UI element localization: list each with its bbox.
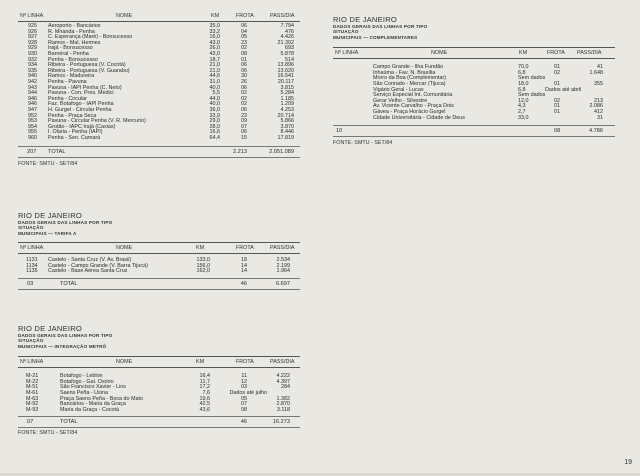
cell-km: 33,2: [209, 28, 220, 35]
cell-frota: 06: [241, 106, 247, 113]
total-count: 07: [27, 419, 34, 426]
cell-km: 44,6: [209, 73, 220, 80]
cell-pass: 514: [285, 56, 294, 63]
section-situacao: SITUAÇÃO: [333, 29, 359, 35]
cell-pass: 5.866: [280, 118, 294, 125]
cell-frota: 06: [241, 67, 247, 74]
col-linha: Nº LINHA: [335, 50, 359, 57]
cell-linha: M-61: [26, 390, 39, 396]
total-pass: 2.051.089: [269, 149, 294, 156]
cell-km: 2,7: [518, 108, 526, 115]
cell-km: 162,0: [196, 268, 210, 275]
total-count: 207: [27, 149, 37, 156]
total-count: 10: [336, 128, 343, 135]
cell-nome: Cidade Universitária - Cidade de Deus: [373, 114, 465, 121]
cell-pass: 4.253: [280, 106, 294, 113]
cell-nome: Ribeira - Portuguesa (V. Guarabu): [48, 67, 130, 74]
lines-table-top: [18, 12, 300, 167]
cell-km: 11,7: [199, 378, 210, 385]
table-row: [18, 269, 300, 275]
cell-km: 5,5: [212, 90, 220, 97]
cell-frota: 02: [241, 101, 247, 108]
cell-frota: 14: [241, 268, 247, 275]
cell-linha: 953: [28, 118, 37, 125]
cell-linha: 932: [28, 56, 37, 63]
cell-km: 16,0: [209, 34, 220, 41]
table-total: [18, 417, 300, 427]
cell-pass: 5.284: [280, 90, 294, 97]
cell-pass: 8.446: [280, 129, 294, 136]
col-nome: NOME: [431, 50, 448, 57]
table-total: [333, 126, 615, 136]
cell-pass: 3.815: [280, 84, 294, 91]
section-title: RIO DE JANEIRO: [18, 324, 82, 333]
cell-pass: 4.397: [276, 378, 290, 385]
cell-km: 12,0: [518, 97, 529, 104]
total-bottom-rule: [18, 427, 300, 428]
cell-frota: 01: [554, 64, 560, 71]
col-km: KM: [519, 50, 528, 57]
cell-frota: 02: [554, 97, 560, 104]
cell-linha: 929: [28, 45, 37, 52]
cell-linha: 1135: [26, 268, 38, 275]
cell-frota: 06: [241, 84, 247, 91]
cell-linha: 946: [28, 101, 37, 108]
cell-linha: 944: [28, 90, 37, 97]
cell-km: 43,0: [209, 39, 220, 46]
total-count: 03: [27, 281, 34, 287]
cell-pass: 1.964: [276, 268, 290, 275]
col-pass: PASS/DIA: [270, 359, 295, 366]
cell-km: 43,6: [199, 406, 210, 413]
total-pass: 6.697: [276, 281, 290, 287]
cell-linha: 930: [28, 50, 37, 57]
cell-nome: São Francisco Xavier - Lins: [60, 384, 126, 391]
cell-km: 16,6: [209, 129, 220, 136]
cell-km: 16,4: [199, 373, 210, 380]
cell-frota: 06: [241, 129, 247, 136]
total-frota: 46: [240, 281, 247, 287]
source-note: FONTE: SMTU - SET/84: [18, 161, 78, 168]
cell-km: 7,6: [202, 390, 210, 396]
cell-frota: 07: [241, 401, 247, 408]
cell-km: 17,2: [199, 384, 210, 391]
cell-km: 36,0: [209, 106, 220, 113]
cell-nome: Serviço Especial Int. Comunitária: [373, 92, 453, 99]
complementares-section: [333, 15, 615, 146]
cell-km: 64,4: [209, 134, 220, 141]
cell-km: 18,7: [209, 56, 220, 63]
col-km: KM: [196, 359, 205, 366]
section-subtitle: DADOS GERAIS DAS LINHAS POR TIPO: [18, 220, 113, 225]
cell-frota: 02: [554, 69, 560, 76]
table-body: [333, 59, 615, 121]
cell-nome: Saens Peña - Usina: [60, 390, 108, 396]
cell-frota: 26: [241, 78, 247, 85]
total-bottom-rule: [333, 136, 615, 137]
table-total: [18, 279, 300, 289]
cell-nome: Grotão - IAPC Irajá (Caxias): [48, 123, 116, 130]
cell-frota: 08: [241, 406, 247, 413]
cell-pass: 3.870: [280, 123, 294, 130]
cell-pass: 213: [594, 97, 603, 104]
col-linha: Nº LINHA: [20, 245, 44, 252]
cell-nome: Pavuna - Circular Penha (V. R. Mercurio): [48, 118, 146, 125]
cell-km-note: Sem dados: [518, 92, 546, 99]
cell-km: 44,0: [209, 95, 220, 102]
cell-pass: 13.896: [277, 62, 294, 69]
cell-km: 31,0: [209, 78, 220, 85]
cell-linha: 940: [28, 73, 37, 80]
cell-nome: Maria da Graça - Cocotá: [60, 406, 120, 413]
cell-frota-note: Dados até julho: [229, 390, 267, 396]
cell-pass: 41: [597, 64, 603, 71]
cell-frota: 30: [241, 73, 247, 80]
cell-pass: 16.541: [277, 73, 294, 80]
col-linha: Nº LINHA: [20, 13, 44, 19]
cell-frota: 01: [241, 56, 247, 63]
cell-km: 29,0: [209, 118, 220, 125]
cell-nome: Penha - Sen. Camará: [48, 134, 101, 141]
col-linha: Nº LINHA: [20, 359, 44, 366]
total-frota: 46: [240, 419, 247, 426]
cell-linha: 952: [28, 112, 37, 119]
cell-nome: Av. Vicente Carvalho - Praça Dois: [373, 103, 454, 110]
cell-linha: 926: [28, 28, 37, 35]
cell-linha: 1131: [26, 257, 38, 264]
table-body: [18, 22, 300, 141]
cell-nome: Gerar Velho - Silvestre: [373, 97, 428, 104]
cell-linha: M-92: [26, 401, 39, 408]
cell-linha: M-21: [26, 373, 39, 380]
cell-km: 70,0: [518, 64, 529, 71]
cell-frota: 02: [241, 45, 247, 52]
cell-frota: 01: [554, 108, 560, 115]
cell-frota: 01: [554, 81, 560, 87]
col-pass: PASS/DIA: [577, 50, 602, 57]
cell-frota: 18: [241, 257, 247, 264]
cell-nome: Castelo - Base Aérea Santa Cruz: [48, 268, 128, 275]
source-note: FONTE: SMTU - SET/84: [333, 140, 393, 147]
cell-linha: 927: [28, 34, 37, 41]
cell-frota: 23: [241, 112, 247, 119]
cell-nome: Botafogo - Leblon: [60, 373, 103, 380]
cell-nome: Bancários - Maria da Graça: [60, 401, 126, 408]
cell-linha: 955: [28, 129, 37, 136]
cell-pass: 284: [281, 384, 290, 391]
table-row: [18, 408, 300, 414]
cell-km: 33,9: [209, 112, 220, 119]
cell-frota: 08: [241, 50, 247, 57]
cell-frota: 06: [241, 62, 247, 69]
cell-nome: Aeroporto - Bancários: [48, 23, 101, 29]
cell-nome: Praça Saens Peña - Boca do Mato: [60, 395, 144, 402]
cell-pass: 1.648: [589, 69, 603, 76]
cell-pass: 2.199: [276, 262, 290, 269]
cell-km: 133,0: [196, 257, 210, 264]
cell-pass: 355: [594, 81, 603, 87]
section-type: MUNICIPAIS — COMPLEMENTARES: [333, 34, 418, 40]
cell-pass: 5.878: [280, 50, 294, 57]
cell-frota: 05: [241, 34, 247, 41]
cell-nome: Morro da Boa (Complementar): [373, 75, 447, 82]
cell-linha: 947: [28, 106, 37, 113]
cell-km: 6,8: [518, 69, 526, 76]
cell-km: 35,0: [209, 23, 220, 29]
cell-nome: Penha - Pavuna: [48, 78, 87, 85]
col-frota: FROTA: [547, 50, 565, 57]
col-frota: FROTA: [236, 13, 254, 19]
total-frota: 08: [554, 128, 561, 135]
total-label: TOTAL: [48, 149, 66, 156]
cell-km: 4,3: [518, 103, 526, 110]
col-nome: NOME: [116, 359, 133, 366]
cell-frota: 07: [241, 123, 247, 130]
cell-pass: 31: [597, 114, 603, 121]
cell-nome: C. Esperança (Maré) - Bonsucesso: [48, 34, 133, 41]
cell-km: 21,0: [209, 62, 220, 69]
cell-frota: 12: [241, 378, 247, 385]
cell-pass: 1.382: [276, 395, 290, 402]
col-nome: NOME: [116, 245, 133, 252]
cell-pass: 1.209: [280, 101, 294, 108]
cell-km: 19,6: [199, 395, 210, 402]
cell-nome: Inhaúma - Fav. N. Brasília: [373, 69, 436, 76]
cell-pass: 2.086: [589, 103, 603, 110]
cell-pass: 3.118: [276, 406, 290, 413]
table-body: [18, 368, 300, 413]
table-header: [333, 48, 615, 58]
cell-linha: 934: [28, 62, 37, 69]
tarifa-a-section: [18, 211, 300, 290]
col-pass: PASS/DIA: [270, 13, 295, 19]
cell-linha: M-63: [26, 395, 39, 402]
total-pass: 4.786: [589, 128, 603, 135]
cell-km: 6,8: [518, 86, 526, 93]
cell-linha: 928: [28, 39, 37, 46]
cell-nome: Gávea - Praça Horácio Gurgel: [373, 108, 446, 115]
cell-linha: 1134: [26, 262, 38, 269]
cell-nome: Vigário Geral - Lucas: [373, 86, 424, 93]
table-body: [18, 254, 300, 275]
section-type: MUNICIPAIS — INTEGRAÇÃO METRÔ: [18, 343, 107, 349]
total-pass: 16.273: [272, 419, 290, 426]
cell-pass: 17.819: [277, 134, 294, 141]
cell-frota: 14: [241, 262, 247, 269]
cell-linha: 925: [28, 23, 37, 29]
cell-pass: 4.426: [280, 34, 294, 41]
cell-nome: Castelo - Campo Grande (V. Barra Tijucá): [48, 262, 148, 269]
total-label: TOTAL: [60, 419, 78, 426]
cell-frota: 05: [241, 395, 247, 402]
cell-linha: 935: [28, 67, 37, 74]
cell-pass: 13.620: [277, 67, 294, 74]
cell-nome: Botafogo - Gal. Osório: [60, 378, 114, 385]
cell-pass: 7.794: [280, 23, 294, 29]
section-subtitle: DADOS GERAIS DAS LINHAS POR TIPO: [333, 24, 428, 29]
col-frota: FROTA: [236, 245, 254, 252]
cell-nome: H. Gurgel - Circular Penha: [48, 106, 112, 113]
cell-pass: 21.302: [277, 39, 294, 46]
cell-nome: Castelo - Santa Cruz (V. Av. Brasil): [48, 257, 132, 264]
table-header: [18, 357, 300, 367]
col-frota: FROTA: [236, 359, 254, 366]
table-row: [18, 136, 300, 142]
cell-frota: 23: [241, 39, 247, 46]
cell-linha: 942: [28, 78, 37, 85]
cell-pass: 476: [285, 28, 294, 35]
cell-nome: I. Olaria - Penha (IAPI): [48, 129, 103, 136]
col-nome: NOME: [116, 13, 133, 19]
cell-frota: 03: [241, 384, 247, 391]
cell-km: 33,0: [518, 114, 529, 121]
cell-frota: 09: [241, 118, 247, 125]
cell-pass: 2.870: [276, 401, 290, 408]
cell-nome: Penha - Circular: [48, 95, 87, 102]
section-situacao: SITUAÇÃO: [18, 338, 44, 344]
cell-linha: M-22: [26, 378, 39, 385]
cell-nome: Ribeira - Portuguesa (V. Cocotá): [48, 62, 126, 69]
cell-km: 26,0: [209, 45, 220, 52]
cell-nome: Penha - Bonsucesso: [48, 56, 98, 63]
cell-frota: 02: [241, 95, 247, 102]
cell-km: 156,0: [196, 262, 210, 269]
col-pass: PASS/DIA: [270, 245, 295, 252]
cell-frota: 02: [241, 90, 247, 97]
cell-linha: M-93: [26, 406, 39, 413]
section-subtitle: DADOS GERAIS DAS LINHAS POR TIPO: [18, 333, 113, 338]
integracao-metro-section: [18, 324, 300, 436]
total-frota: 2.213: [233, 149, 247, 156]
cell-nome: Irajá - Bonsucesso: [48, 45, 93, 52]
cell-nome: Barreiral - Penha: [48, 50, 89, 57]
source-note: FONTE: SMTU - SET/84: [18, 430, 78, 437]
section-situacao: SITUAÇÃO: [18, 225, 44, 231]
cell-pass: 20.117: [277, 78, 294, 85]
section-title: RIO DE JANEIRO: [333, 15, 397, 24]
col-km: KM: [196, 245, 205, 252]
cell-nome: Pavuna - IAPI Penha (C. Neto): [48, 84, 122, 91]
cell-pass: 20.714: [277, 112, 294, 119]
cell-nome: Ramos - Madureira: [48, 73, 95, 80]
table-header: [18, 12, 300, 21]
table-header: [18, 243, 300, 253]
cell-linha: 960: [28, 134, 37, 141]
cell-km: 42,5: [199, 401, 210, 408]
cell-linha: 943: [28, 84, 37, 91]
total-label: TOTAL: [60, 281, 78, 287]
page-number: 19: [624, 459, 632, 466]
table-row: [333, 116, 615, 122]
total-bottom-rule: [18, 157, 300, 158]
cell-frota: 11: [241, 373, 247, 380]
cell-nome: Ramos - Mal. Hermes: [48, 39, 101, 46]
cell-pass: 1.185: [280, 95, 294, 102]
cell-linha: 954: [28, 123, 37, 130]
section-type: MUNICIPAIS — TARIFA A: [18, 230, 77, 236]
cell-frota: 04: [241, 28, 247, 35]
cell-km: 21,0: [209, 67, 220, 74]
total-bottom-rule: [18, 289, 300, 290]
cell-nome: Penha - Praça Seca: [48, 112, 97, 119]
cell-frota: 06: [241, 23, 247, 29]
cell-frota-note: Dados até abril: [545, 86, 582, 93]
cell-nome: Campo Grande - Ilha Fundão: [373, 64, 444, 71]
cell-frota: 15: [241, 134, 247, 141]
table-total: [18, 147, 300, 157]
cell-nome: Faz. Botafogo - IAPI Penha: [48, 101, 114, 108]
cell-pass: 693: [285, 45, 294, 52]
cell-pass: 4.222: [276, 373, 290, 380]
cell-km: 40,0: [209, 84, 220, 91]
cell-km: 43,0: [209, 50, 220, 57]
cell-frota: 01: [554, 103, 560, 110]
cell-pass: 2.534: [276, 257, 290, 264]
cell-km: 40,0: [209, 101, 220, 108]
cell-nome: Pavuna - Con. Pres. Medici: [48, 90, 114, 97]
cell-km: 18,0: [518, 81, 529, 87]
cell-linha: 946: [28, 95, 37, 102]
col-km: KM: [211, 13, 220, 19]
cell-nome: São Conrado - Mercar (Tijuca): [373, 81, 446, 87]
cell-linha: M-51: [26, 384, 39, 391]
cell-pass: 412: [594, 108, 603, 115]
cell-km-note: Sem dados: [518, 75, 546, 82]
section-title: RIO DE JANEIRO: [18, 211, 82, 220]
cell-km: 28,0: [209, 123, 220, 130]
cell-nome: R. Miranda - Penha: [48, 28, 95, 35]
